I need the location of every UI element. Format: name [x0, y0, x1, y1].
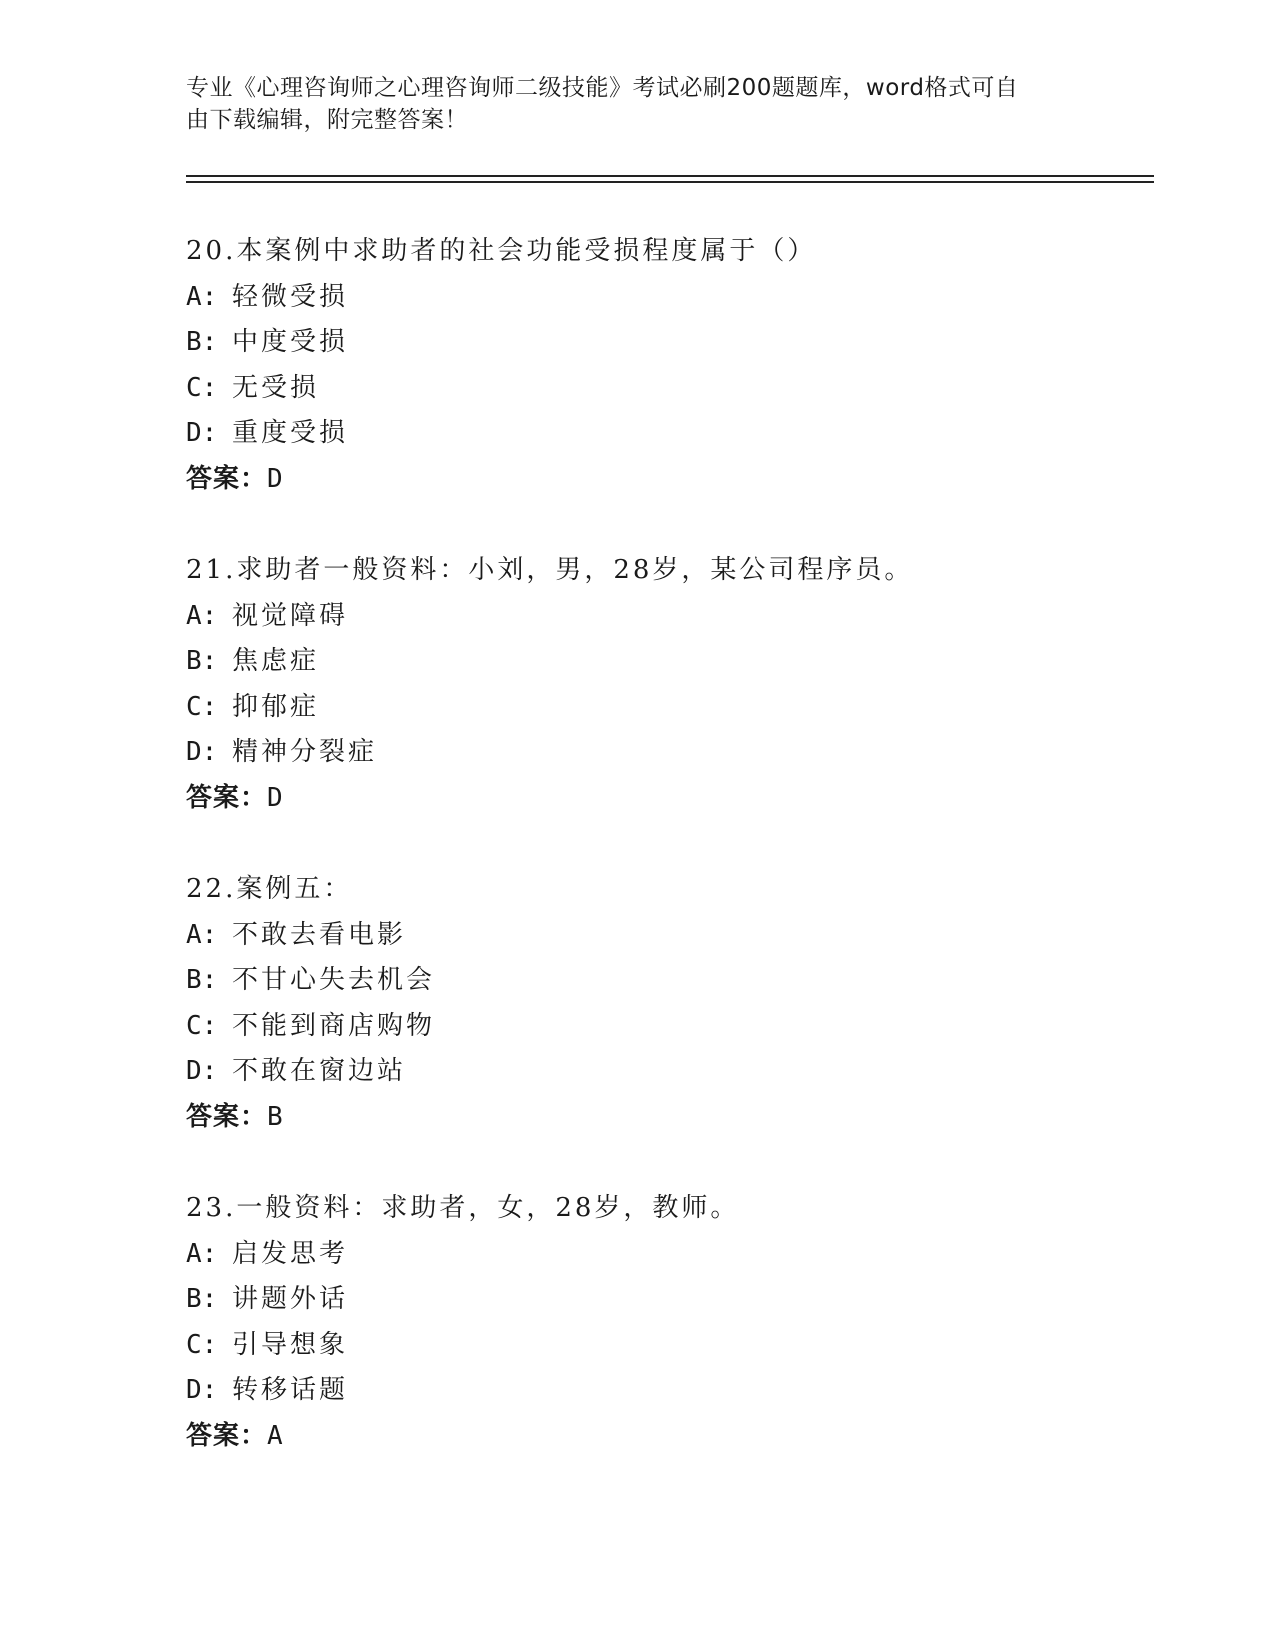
option-letter: C: — [186, 1329, 218, 1360]
option-letter: D: — [186, 418, 218, 448]
option-text: 焦虑症 — [232, 646, 320, 676]
option-a — [186, 275, 1146, 321]
option-text: 转移话题 — [232, 1375, 349, 1405]
option-text: 精神分裂症 — [232, 737, 378, 767]
option-letter: C: — [186, 691, 218, 722]
option-text: 重度受损 — [232, 418, 349, 448]
option-d — [186, 1049, 1146, 1095]
option-letter: B: — [186, 646, 218, 676]
question-stem: 22.案例五： — [186, 874, 353, 904]
option-text: 抑郁症 — [232, 691, 320, 722]
answer-value: B — [267, 1101, 284, 1132]
option-text: 轻微受损 — [232, 281, 349, 312]
option-c — [186, 1004, 1146, 1050]
answer-label: 答案： — [186, 463, 268, 494]
answer-line — [186, 1095, 1146, 1141]
option-c — [186, 366, 1146, 412]
option-d — [186, 730, 1146, 776]
option-letter: A: — [186, 919, 218, 950]
option-b — [186, 320, 1146, 366]
answer-line — [186, 457, 1146, 503]
question-stem: 23.一般资料：求助者，女，28岁，教师。 — [186, 1193, 740, 1223]
answer-line — [186, 1414, 1146, 1460]
question-block-20 — [186, 229, 1146, 502]
answer-line — [186, 776, 1146, 822]
option-letter: B: — [186, 327, 218, 357]
question-block-23 — [186, 1186, 1146, 1459]
option-b — [186, 958, 1146, 1004]
option-text: 不敢在窗边站 — [232, 1056, 407, 1086]
option-b — [186, 639, 1146, 685]
question-block-21 — [186, 548, 1146, 821]
header-divider-bottom — [186, 181, 1154, 183]
header-divider-top — [186, 175, 1154, 177]
option-letter: B: — [186, 1284, 218, 1314]
option-letter: D: — [186, 1375, 218, 1405]
question-stem: 20.本案例中求助者的社会功能受损程度属于（） — [186, 236, 817, 266]
option-text: 视觉障碍 — [232, 600, 349, 631]
answer-value: D — [267, 782, 284, 813]
option-text: 中度受损 — [232, 327, 349, 357]
option-b — [186, 1277, 1146, 1323]
header-line-1: 专业《心理咨询师之心理咨询师二级技能》考试必刷200题题库，word格式可自 — [186, 75, 1019, 101]
question-stem: 21.求助者一般资料：小刘，男，28岁，某公司程序员。 — [186, 555, 914, 585]
option-text: 不敢去看电影 — [232, 919, 407, 950]
option-a — [186, 913, 1146, 959]
option-text: 引导想象 — [232, 1329, 349, 1360]
option-letter: A: — [186, 1238, 218, 1269]
option-d — [186, 411, 1146, 457]
header-line-2: 由下载编辑，附完整答案！ — [186, 107, 468, 133]
option-letter: C: — [186, 1010, 218, 1041]
option-text: 启发思考 — [232, 1238, 349, 1269]
option-text: 无受损 — [232, 372, 320, 403]
option-letter: D: — [186, 737, 218, 767]
option-letter: A: — [186, 600, 218, 631]
answer-label: 答案： — [186, 1101, 268, 1132]
option-text: 不甘心失去机会 — [232, 965, 436, 995]
option-a — [186, 594, 1146, 640]
option-letter: C: — [186, 372, 218, 403]
option-text: 不能到商店购物 — [232, 1010, 436, 1041]
option-text: 讲题外话 — [232, 1284, 349, 1314]
option-d — [186, 1368, 1146, 1414]
answer-label: 答案： — [186, 782, 268, 813]
answer-value: D — [267, 463, 284, 494]
option-a — [186, 1232, 1146, 1278]
answer-label: 答案： — [186, 1420, 268, 1451]
option-c — [186, 685, 1146, 731]
document-header — [186, 72, 1066, 136]
option-letter: D: — [186, 1056, 218, 1086]
answer-value: A — [267, 1420, 284, 1451]
question-block-22 — [186, 867, 1146, 1140]
option-letter: B: — [186, 965, 218, 995]
option-c — [186, 1323, 1146, 1369]
option-letter: A: — [186, 281, 218, 312]
